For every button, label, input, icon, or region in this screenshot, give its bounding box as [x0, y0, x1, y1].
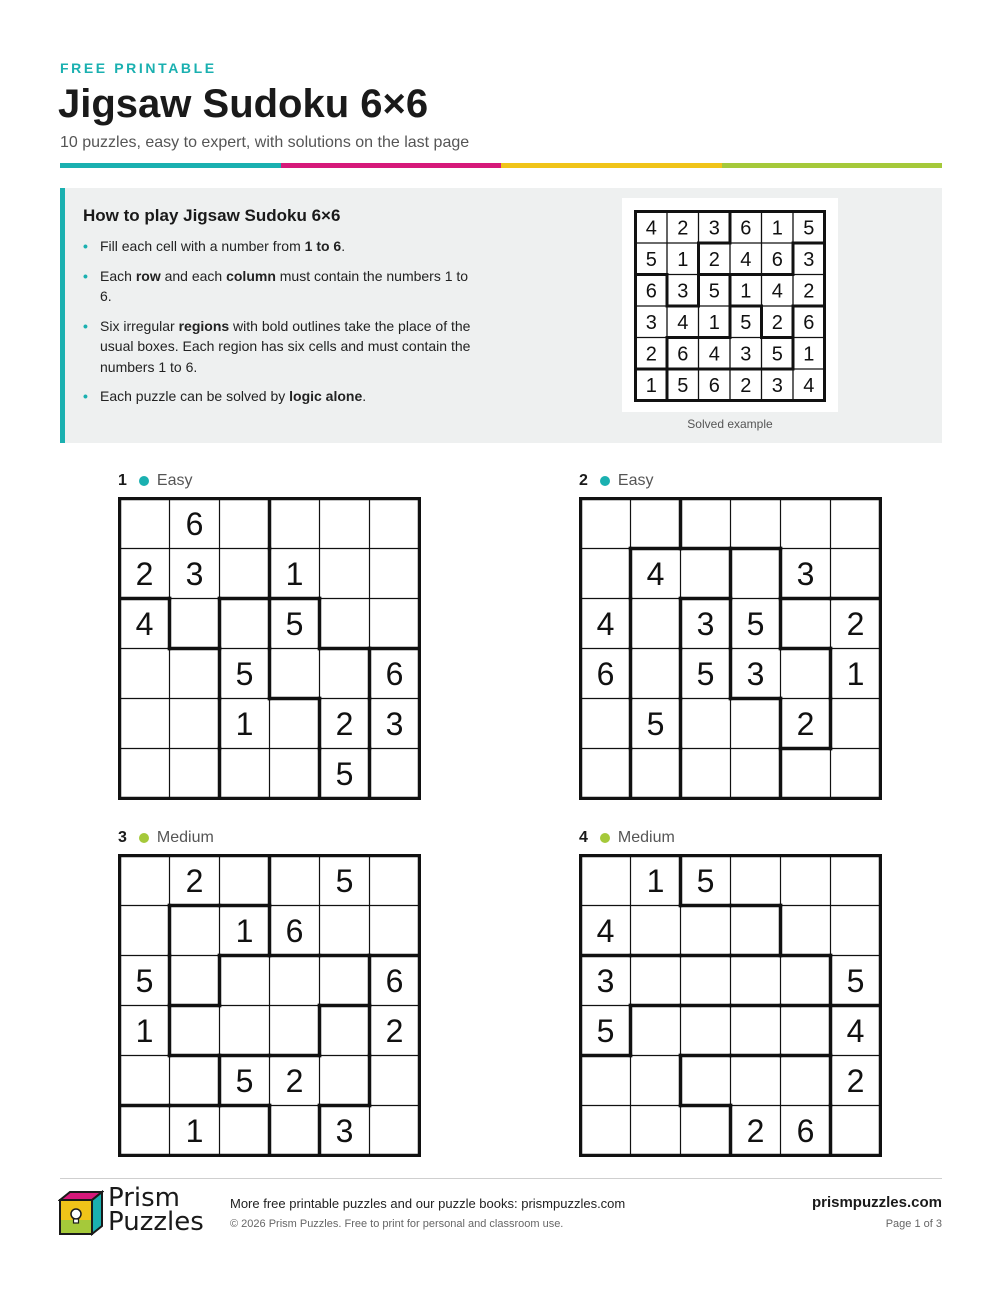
- grid-cell[interactable]: [220, 1006, 270, 1056]
- bullet-icon: •: [83, 317, 88, 334]
- logo-wordmark: [108, 1183, 204, 1237]
- cell-digit: 6: [708, 374, 720, 397]
- grid-cell[interactable]: [831, 1106, 881, 1156]
- puzzle-number: 4: [579, 829, 588, 846]
- cell-digit: 3: [803, 248, 815, 271]
- page-number: Page 1 of 3: [885, 1218, 942, 1230]
- color-bar-segment: [60, 163, 281, 168]
- grid-cell[interactable]: [731, 856, 781, 906]
- grid-cell[interactable]: [320, 649, 370, 699]
- grid-cell[interactable]: [270, 956, 320, 1006]
- cell-digit: 1: [135, 1013, 154, 1050]
- grid-cell[interactable]: [681, 956, 731, 1006]
- grid-cell[interactable]: [831, 906, 881, 956]
- grid-cell[interactable]: [731, 499, 781, 549]
- grid-cell[interactable]: [681, 906, 731, 956]
- cell-digit: 3: [771, 374, 783, 397]
- cell-digit: 2: [740, 374, 752, 397]
- grid-cell[interactable]: [731, 549, 781, 599]
- rule-emphasis: logic alone: [289, 388, 363, 404]
- cell-digit: 1: [677, 248, 689, 271]
- cell-digit: 5: [708, 280, 720, 303]
- cell-digit: 1: [646, 863, 665, 900]
- rule-text: Each: [100, 267, 136, 284]
- cell-digit: 6: [796, 1113, 815, 1150]
- cell-digit: 1: [846, 656, 865, 693]
- grid-cell[interactable]: [681, 1056, 731, 1106]
- grid-cell[interactable]: [581, 749, 631, 799]
- page-title: Jigsaw Sudoku 6×6: [58, 82, 429, 126]
- bullet-icon: •: [83, 388, 88, 404]
- grid-cell[interactable]: [681, 499, 731, 549]
- cell-digit: 3: [708, 217, 720, 240]
- cell-digit: 2: [796, 706, 815, 743]
- cell-digit: 1: [235, 706, 254, 743]
- grid-cell[interactable]: [581, 499, 631, 549]
- grid-cell[interactable]: [731, 749, 781, 799]
- cell-digit: 5: [135, 963, 154, 1000]
- rule-text: .: [341, 238, 346, 254]
- grid-cell[interactable]: [631, 749, 681, 799]
- grid-cell[interactable]: [631, 1056, 681, 1106]
- grid-cell[interactable]: [631, 599, 681, 649]
- grid-cell[interactable]: [781, 1056, 831, 1106]
- puzzle-number: 3: [118, 829, 127, 846]
- rule-emphasis: row: [135, 267, 161, 284]
- rule-text: and each: [160, 267, 227, 284]
- cell-digit: 4: [708, 343, 720, 366]
- grid-cell[interactable]: [681, 699, 731, 749]
- grid-cell[interactable]: [320, 1056, 370, 1106]
- grid-cell[interactable]: [320, 906, 370, 956]
- grid-cell[interactable]: [120, 856, 170, 906]
- color-bar: [60, 163, 942, 168]
- difficulty-label: Medium: [617, 829, 675, 846]
- cell-digit: 3: [185, 556, 204, 593]
- grid-cell[interactable]: [781, 499, 831, 549]
- grid-cell[interactable]: [370, 749, 420, 799]
- grid-cell[interactable]: [270, 649, 320, 699]
- cell-digit: 2: [135, 556, 154, 593]
- rule-text: Each puzzle can be solved by: [100, 388, 290, 404]
- grid-cell[interactable]: [370, 549, 420, 599]
- grid-cell[interactable]: [170, 749, 220, 799]
- rule-item: [83, 236, 483, 257]
- rule-item: [83, 386, 483, 407]
- puzzle-3-label: [118, 829, 214, 847]
- cell-digit: 4: [646, 556, 665, 593]
- grid-cell[interactable]: [781, 1006, 831, 1056]
- kicker-label: FREE PRINTABLE: [60, 60, 217, 76]
- cell-digit: 6: [771, 248, 783, 271]
- color-bar-segment: [501, 163, 722, 168]
- cell-digit: 2: [185, 863, 204, 900]
- how-to-play-heading: How to play Jigsaw Sudoku 6×6: [83, 206, 341, 225]
- grid-cell[interactable]: [781, 649, 831, 699]
- grid-cell[interactable]: [681, 1106, 731, 1156]
- puzzle-number: 1: [118, 472, 127, 489]
- cell-digit: 3: [596, 963, 615, 1000]
- grid-cell[interactable]: [781, 906, 831, 956]
- grid-cell[interactable]: [631, 1006, 681, 1056]
- grid-cell[interactable]: [220, 599, 270, 649]
- puzzle-4-label: [579, 829, 675, 847]
- cell-digit: 4: [803, 374, 815, 397]
- grid-cell[interactable]: [731, 699, 781, 749]
- difficulty-dot-icon: [600, 476, 610, 486]
- rule-text: Six irregular: [100, 317, 179, 334]
- grid-cell[interactable]: [270, 856, 320, 906]
- rule-text: Fill each cell with a number from: [100, 238, 305, 254]
- cell-digit: 1: [803, 343, 815, 366]
- cell-digit: 5: [846, 963, 865, 1000]
- cell-digit: 5: [803, 217, 815, 240]
- grid-cell[interactable]: [270, 1006, 320, 1056]
- grid-cell[interactable]: [320, 549, 370, 599]
- cell-digit: 5: [740, 311, 752, 334]
- grid-cell[interactable]: [220, 856, 270, 906]
- grid-cell[interactable]: [170, 699, 220, 749]
- grid-cell[interactable]: [270, 499, 320, 549]
- grid-cell[interactable]: [370, 1056, 420, 1106]
- grid-cell[interactable]: [120, 649, 170, 699]
- grid-cell[interactable]: [781, 749, 831, 799]
- cell-digit: 6: [285, 913, 304, 950]
- cell-digit: 3: [746, 656, 765, 693]
- cell-digit: 4: [645, 217, 657, 240]
- cell-digit: 2: [746, 1113, 765, 1150]
- grid-cell[interactable]: [320, 1006, 370, 1056]
- grid-cell[interactable]: [220, 1106, 270, 1156]
- cell-digit: 5: [235, 656, 254, 693]
- cell-digit: 4: [740, 248, 752, 271]
- rule-emphasis: column: [226, 267, 276, 284]
- cell-digit: 5: [746, 606, 765, 643]
- cell-digit: 5: [335, 863, 354, 900]
- grid-cell[interactable]: [831, 856, 881, 906]
- rules-list: [83, 236, 483, 416]
- page-subtitle: 10 puzzles, easy to expert, with solutions on the last page: [60, 134, 470, 151]
- grid-cell[interactable]: [370, 906, 420, 956]
- cell-digit: 2: [385, 1013, 404, 1050]
- grid-cell[interactable]: [631, 499, 681, 549]
- grid-cell[interactable]: [370, 856, 420, 906]
- cell-digit: 4: [135, 606, 154, 643]
- cell-digit: 3: [335, 1113, 354, 1150]
- puzzle-2-grid[interactable]: [579, 497, 882, 800]
- cell-digit: 6: [596, 656, 615, 693]
- prism-logo-icon: [58, 1190, 104, 1236]
- cell-digit: 4: [771, 280, 783, 303]
- cell-digit: 2: [708, 248, 720, 271]
- cell-digit: 2: [846, 606, 865, 643]
- cell-digit: 6: [645, 280, 657, 303]
- grid-cell[interactable]: [120, 1056, 170, 1106]
- cell-digit: 3: [740, 343, 752, 366]
- cell-digit: 5: [335, 756, 354, 793]
- grid-cell[interactable]: [731, 956, 781, 1006]
- grid-cell[interactable]: [220, 499, 270, 549]
- cell-digit: 1: [771, 217, 783, 240]
- grid-cell[interactable]: [831, 549, 881, 599]
- cell-digit: 6: [385, 963, 404, 1000]
- cell-digit: 4: [596, 913, 615, 950]
- rule-emphasis: regions: [178, 317, 230, 334]
- grid-cell[interactable]: [370, 1106, 420, 1156]
- cell-digit: 5: [646, 706, 665, 743]
- grid-cell[interactable]: [831, 749, 881, 799]
- grid-cell[interactable]: [631, 906, 681, 956]
- grid-cell[interactable]: [681, 549, 731, 599]
- grid-cell[interactable]: [120, 1106, 170, 1156]
- cell-digit: 4: [846, 1013, 865, 1050]
- cell-digit: 6: [803, 311, 815, 334]
- grid-cell[interactable]: [320, 956, 370, 1006]
- footer-divider: [60, 1178, 942, 1179]
- puzzle-4-grid[interactable]: [579, 854, 882, 1157]
- cell-digit: 5: [235, 1063, 254, 1100]
- grid-cell[interactable]: [681, 749, 731, 799]
- grid-cell[interactable]: [320, 499, 370, 549]
- difficulty-dot-icon: [139, 833, 149, 843]
- grid-cell[interactable]: [781, 599, 831, 649]
- cell-digit: 3: [796, 556, 815, 593]
- grid-cell[interactable]: [731, 1056, 781, 1106]
- difficulty-label: Easy: [617, 472, 654, 489]
- rule-item: [83, 316, 483, 378]
- grid-cell[interactable]: [681, 1006, 731, 1056]
- grid-cell[interactable]: [631, 956, 681, 1006]
- cell-digit: 1: [235, 913, 254, 950]
- footer-site-link[interactable]: prismpuzzles.com: [811, 1194, 942, 1211]
- cell-digit: 3: [696, 606, 715, 643]
- difficulty-dot-icon: [139, 476, 149, 486]
- puzzle-number: 2: [579, 472, 588, 489]
- cell-digit: 4: [596, 606, 615, 643]
- cell-digit: 6: [677, 343, 689, 366]
- grid-cell[interactable]: [731, 906, 781, 956]
- cell-digit: 6: [740, 217, 752, 240]
- grid-cell[interactable]: [270, 1106, 320, 1156]
- grid-cell[interactable]: [581, 699, 631, 749]
- grid-cell[interactable]: [120, 749, 170, 799]
- puzzle-1-grid[interactable]: [118, 497, 421, 800]
- cell-digit: 5: [285, 606, 304, 643]
- color-bar-segment: [281, 163, 502, 168]
- grid-cell[interactable]: [320, 599, 370, 649]
- logo-word-puzzles: Puzzles: [108, 1207, 204, 1237]
- cell-digit: 1: [285, 556, 304, 593]
- grid-cell[interactable]: [170, 599, 220, 649]
- cell-digit: 5: [696, 656, 715, 693]
- grid-cell[interactable]: [270, 699, 320, 749]
- grid-cell[interactable]: [220, 749, 270, 799]
- rule-text: .: [362, 388, 367, 404]
- cell-digit: 5: [645, 248, 657, 271]
- bullet-icon: •: [83, 238, 88, 254]
- color-bar-segment: [722, 163, 943, 168]
- cell-digit: 3: [385, 706, 404, 743]
- difficulty-dot-icon: [600, 833, 610, 843]
- grid-cell[interactable]: [170, 906, 220, 956]
- cell-digit: 5: [696, 863, 715, 900]
- grid-cell[interactable]: [781, 956, 831, 1006]
- grid-cell[interactable]: [581, 549, 631, 599]
- cell-digit: 2: [803, 280, 815, 303]
- grid-cell[interactable]: [781, 856, 831, 906]
- cell-digit: 1: [740, 280, 752, 303]
- cell-digit: 6: [385, 656, 404, 693]
- cell-digit: 1: [185, 1113, 204, 1150]
- grid-cell[interactable]: [731, 1006, 781, 1056]
- cell-digit: 1: [708, 311, 720, 334]
- grid-cell[interactable]: [581, 1106, 631, 1156]
- cell-digit: 3: [677, 280, 689, 303]
- cell-digit: 5: [677, 374, 689, 397]
- solved-example: [622, 198, 838, 412]
- grid-cell[interactable]: [831, 699, 881, 749]
- cell-digit: 2: [677, 217, 689, 240]
- grid-cell[interactable]: [170, 1056, 220, 1106]
- grid-cell[interactable]: [170, 649, 220, 699]
- grid-cell[interactable]: [170, 1006, 220, 1056]
- grid-cell[interactable]: [220, 956, 270, 1006]
- grid-cell[interactable]: [631, 649, 681, 699]
- cell-digit: 2: [335, 706, 354, 743]
- puzzle-3-grid[interactable]: [118, 854, 421, 1157]
- rule-emphasis: 1 to 6: [304, 238, 342, 254]
- grid-cell[interactable]: [370, 599, 420, 649]
- cell-digit: 5: [596, 1013, 615, 1050]
- grid-cell[interactable]: [120, 499, 170, 549]
- difficulty-label: Easy: [156, 472, 193, 489]
- grid-cell[interactable]: [170, 956, 220, 1006]
- puzzle-1-label: [118, 472, 192, 490]
- grid-cell[interactable]: [120, 699, 170, 749]
- rule-text: with bold outlines take the place of the usual boxes. Each region has six cells and must contain the numbers 1 to 6.: [100, 317, 471, 375]
- puzzle-2-label: [579, 472, 653, 490]
- grid-cell[interactable]: [831, 499, 881, 549]
- footer-promo-text: More free printable puzzles and our puzzle books: prismpuzzles.com: [230, 1196, 626, 1211]
- cell-digit: 5: [771, 343, 783, 366]
- grid-cell[interactable]: [120, 906, 170, 956]
- logo-word-prism: Prism: [108, 1183, 181, 1213]
- grid-cell[interactable]: [270, 749, 320, 799]
- grid-cell[interactable]: [581, 856, 631, 906]
- example-grid: [634, 210, 826, 402]
- rule-text: must contain the numbers 1 to 6.: [100, 267, 469, 304]
- footer-copyright: © 2026 Prism Puzzles. Free to print for personal and classroom use.: [230, 1218, 564, 1230]
- cell-digit: 2: [645, 343, 657, 366]
- grid-cell[interactable]: [370, 499, 420, 549]
- cell-digit: 1: [645, 374, 657, 397]
- cell-digit: 4: [677, 311, 689, 334]
- cell-digit: 2: [285, 1063, 304, 1100]
- grid-cell[interactable]: [220, 549, 270, 599]
- grid-cell[interactable]: [631, 1106, 681, 1156]
- rule-item: [83, 266, 483, 307]
- cell-digit: 6: [185, 506, 204, 543]
- grid-cell[interactable]: [581, 1056, 631, 1106]
- example-caption: Solved example: [687, 417, 773, 431]
- cell-digit: 2: [846, 1063, 865, 1100]
- difficulty-label: Medium: [156, 829, 214, 846]
- cell-digit: 2: [771, 311, 783, 334]
- cell-digit: 3: [645, 311, 657, 334]
- bullet-icon: •: [83, 267, 88, 284]
